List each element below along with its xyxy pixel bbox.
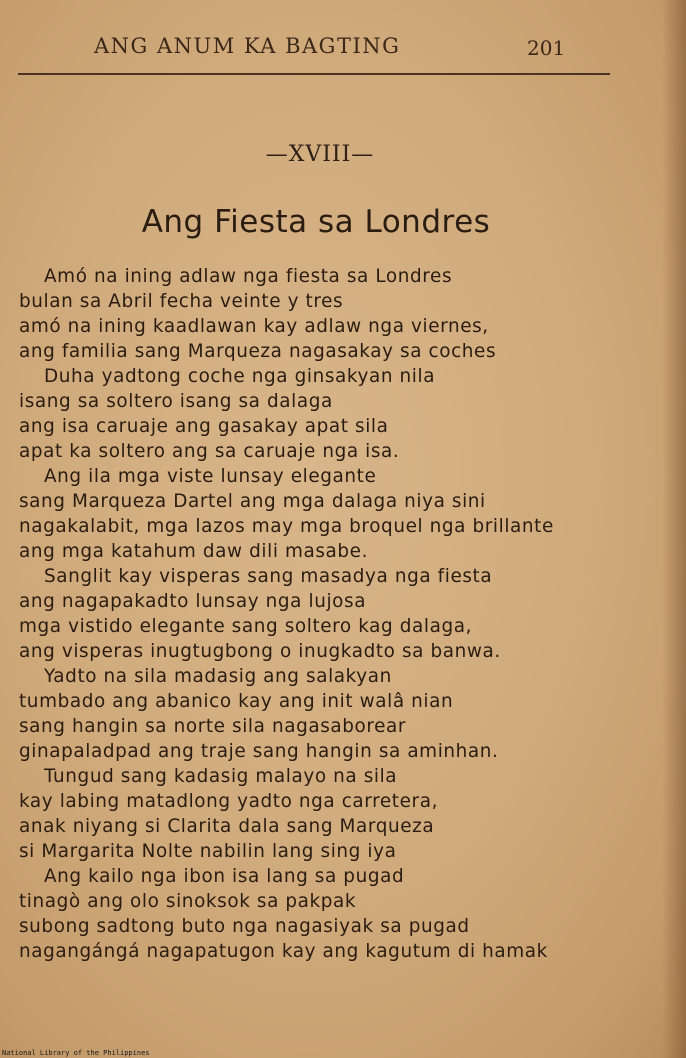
poem-line: Duha yadtong coche nga ginsakyan nila <box>44 366 436 387</box>
poem-line: si Margarita Nolte nabilin lang sing iya <box>19 841 397 862</box>
poem-line: isang sa soltero isang sa dalaga <box>19 391 333 412</box>
poem-line: subong sadtong buto nga nagasiyak sa pugad <box>19 916 470 937</box>
poem-line: Sanglit kay visperas sang masadya nga fiesta <box>44 566 493 587</box>
poem-line: apat ka soltero ang sa caruaje nga isa. <box>19 441 400 462</box>
poem-line: tumbado ang abanico kay ang init walâ nian <box>19 691 454 712</box>
poem-line: tinagò ang olo sinoksok sa pakpak <box>19 891 357 912</box>
chapter-title: Ang Fiesta sa Londres <box>141 204 491 240</box>
poem-line: sang hangin sa norte sila nagasaborear <box>19 716 407 737</box>
poem-line: ginapaladpad ang traje sang hangin sa aminhan. <box>19 741 499 762</box>
poem-line: ang visperas inugtugbong o inugkadto sa banwa. <box>19 641 501 662</box>
poem-line: bulan sa Abril fecha veinte y tres <box>19 291 344 312</box>
poem-line: Tungud sang kadasig malayo na sila <box>44 766 398 787</box>
poem-line: amó na ining kaadlawan kay adlaw nga viernes, <box>19 316 489 337</box>
poem-line: Amó na ining adlaw nga fiesta sa Londres <box>44 266 453 287</box>
poem-line: ang mga katahum daw dili masabe. <box>19 541 369 562</box>
header-rule <box>18 73 610 75</box>
poem-line: nagakalabit, mga lazos may mga broquel nga brillante <box>19 516 554 537</box>
section-number: —XVIII— <box>265 142 375 167</box>
running-head: ANG ANUM KA BAGTING <box>94 34 401 58</box>
poem-line: ang nagapakadto lunsay nga lujosa <box>19 591 367 612</box>
poem-line: Yadto na sila madasig ang salakyan <box>44 666 392 687</box>
footer-credit: National Library of the Philippines <box>2 1049 150 1057</box>
poem-line: Ang ila mga viste lunsay elegante <box>44 466 377 487</box>
poem-line: nagangángá nagapatugon kay ang kagutum di hamak <box>19 941 548 962</box>
poem-line: mga vistido elegante sang soltero kag dalaga, <box>19 616 473 637</box>
poem-line: sang Marqueza Dartel ang mga dalaga niya sini <box>19 491 486 512</box>
poem-line: kay labing matadlong yadto nga carretera, <box>19 791 439 812</box>
page-number: 201 <box>527 36 566 60</box>
page-edge-shadow <box>662 0 686 1058</box>
poem-line: Ang kailo nga ibon isa lang sa pugad <box>44 866 405 887</box>
poem-line: ang familia sang Marqueza nagasakay sa coches <box>19 341 497 362</box>
poem-line: ang isa caruaje ang gasakay apat sila <box>19 416 389 437</box>
poem-line: anak niyang si Clarita dala sang Marqueza <box>19 816 435 837</box>
